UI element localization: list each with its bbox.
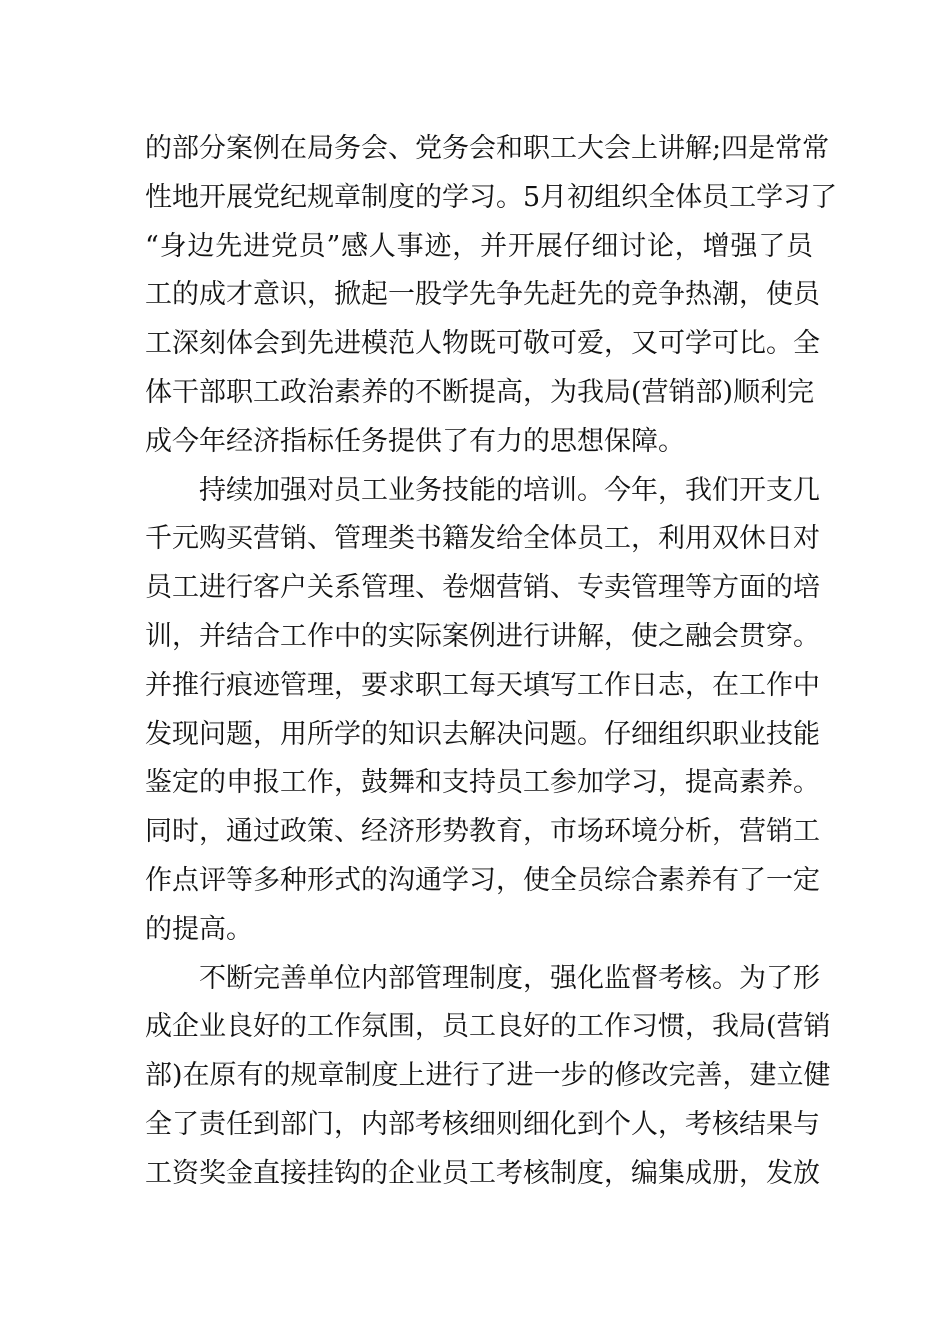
paragraph-2-line-6: 发现问题，用所学的知识去解决问题。仔细组织职业技能 bbox=[145, 718, 820, 750]
paragraph-3-line-5: 工资奖金直接挂钩的企业员工考核制度，编集成册，发放 bbox=[145, 1157, 820, 1189]
paragraph-2-line-7: 鉴定的申报工作，鼓舞和支持员工参加学习，提高素养。 bbox=[145, 767, 820, 799]
paragraph-1-line-3: “身边先进党员”感人事迹，并开展仔细讨论，增强了员 bbox=[145, 230, 813, 262]
paragraph-2-line-3: 员工进行客户关系管理、卷烟营销、专卖管理等方面的培 bbox=[145, 572, 820, 604]
paragraph-2-line-1: 持续加强对员工业务技能的培训。今年，我们开支几 bbox=[199, 474, 820, 506]
paragraph-3-line-4: 全了责任到部门，内部考核细则细化到个人，考核结果与 bbox=[145, 1108, 820, 1140]
paragraph-3-line-2: 成企业良好的工作氛围，员工良好的工作习惯，我局(营销 bbox=[145, 1011, 831, 1043]
paragraph-2-line-8: 同时，通过政策、经济形势教育，市场环境分析，营销工 bbox=[145, 816, 820, 848]
paragraph-1-line-6: 体干部职工政治素养的不断提高，为我局(营销部)顺利完 bbox=[145, 376, 815, 408]
paragraph-1-line-4: 工的成才意识，掀起一股学先争先赶先的竞争热潮，使员 bbox=[145, 279, 820, 311]
paragraph-2-line-4: 训，并结合工作中的实际案例进行讲解，使之融会贯穿。 bbox=[145, 620, 820, 652]
paragraph-1-line-7: 成今年经济指标任务提供了有力的思想保障。 bbox=[145, 425, 685, 457]
document-body bbox=[145, 125, 838, 1199]
paragraph-2-line-9: 作点评等多种形式的沟通学习，使全员综合素养有了一定 bbox=[145, 864, 820, 896]
paragraph-2-line-2: 千元购买营销、管理类书籍发给全体员工，利用双休日对 bbox=[145, 523, 820, 555]
paragraph-1-line-5: 工深刻体会到先进模范人物既可敬可爱，又可学可比。全 bbox=[145, 328, 820, 360]
paragraph-2-line-5: 并推行痕迹管理，要求职工每天填写工作日志，在工作中 bbox=[145, 669, 820, 701]
paragraph-3-line-3: 部)在原有的规章制度上进行了进一步的修改完善，建立健 bbox=[145, 1060, 831, 1092]
paragraph-3-line-1: 不断完善单位内部管理制度，强化监督考核。为了形 bbox=[199, 962, 820, 994]
paragraph-1-line-1: 的部分案例在局务会、党务会和职工大会上讲解;四是常常 bbox=[145, 133, 830, 164]
paragraph-2-line-10: 的提高。 bbox=[145, 913, 253, 945]
paragraph-1-line-2: 性地开展党纪规章制度的学习。5月初组织全体员工学习了 bbox=[145, 181, 838, 213]
